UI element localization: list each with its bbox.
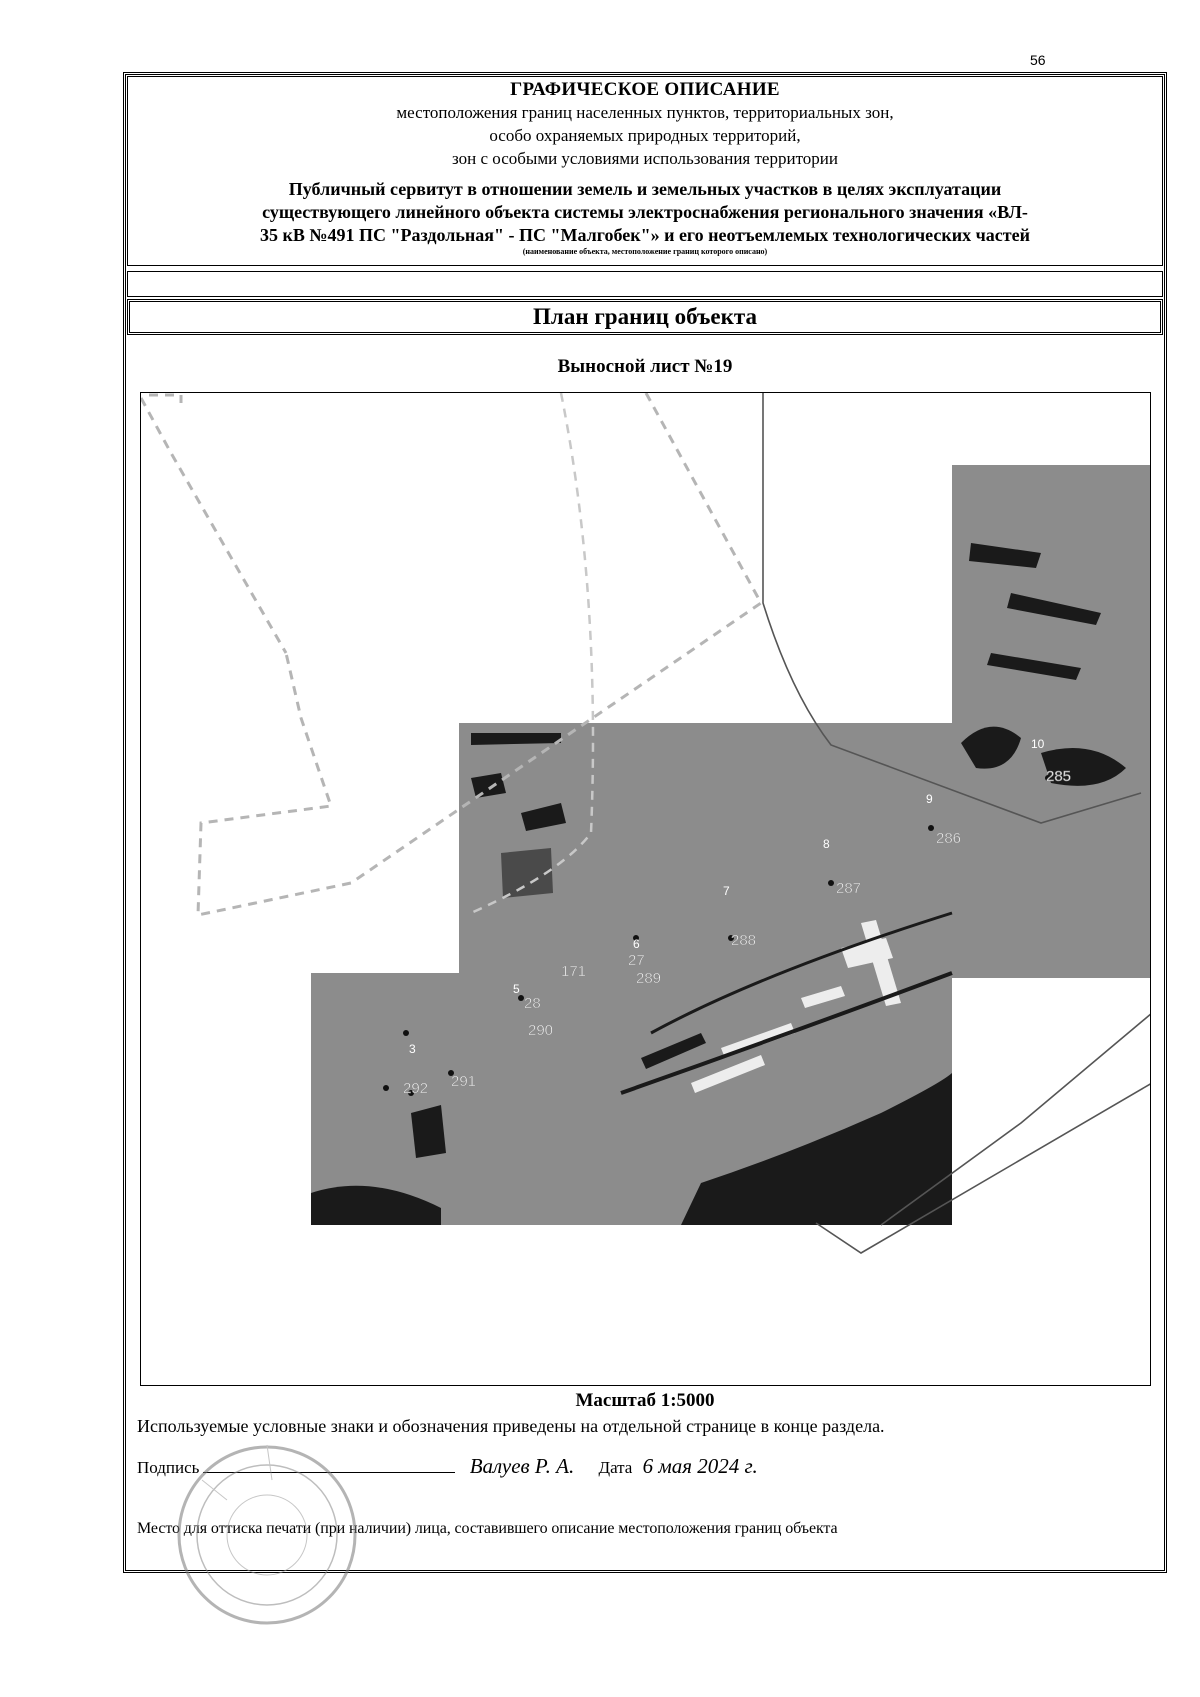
date-value: 6 мая 2024 г. bbox=[642, 1454, 758, 1478]
header-block bbox=[127, 76, 1163, 266]
subtitle-line-3: зон с особыми условиями использования территории bbox=[452, 149, 838, 168]
point-num-286: 9 bbox=[926, 792, 933, 806]
point-label-286: 286 bbox=[936, 830, 962, 847]
sheet-title: Выносной лист №19 bbox=[557, 356, 733, 377]
point-num-28: 5 bbox=[513, 982, 520, 996]
point-label-285: 285 bbox=[1046, 768, 1072, 785]
point-label-290: 290 bbox=[528, 1022, 554, 1039]
page-number: 56 bbox=[1030, 52, 1046, 68]
signature-line bbox=[203, 1456, 455, 1473]
map-frame bbox=[140, 392, 1151, 1386]
scale-label: Масштаб 1:5000 bbox=[575, 1390, 715, 1411]
point-num-288: 7 bbox=[723, 884, 730, 898]
point-num-285: 10 bbox=[1031, 737, 1045, 751]
map-canvas bbox=[141, 393, 1151, 1386]
point-label-288: 288 bbox=[731, 932, 757, 949]
feature-label: 171 bbox=[561, 963, 587, 980]
seal-note: Место для оттиска печати (при наличии) лица, составившего описание местоположения границ объекта bbox=[137, 1520, 838, 1537]
object-line-2: существующего линейного объекта системы электроснабжения регионального значения «ВЛ- bbox=[262, 202, 1028, 222]
object-caption: (наименование объекта, местоположение границ которого описано) bbox=[522, 247, 768, 256]
object-line-3: 35 кВ №491 ПС "Раздольная" - ПС "Малгобек"» и его неотъемлемых технологических частей bbox=[260, 225, 1030, 245]
point-num-287: 8 bbox=[823, 837, 830, 851]
point-num-292: 3 bbox=[409, 1042, 416, 1056]
object-line-1: Публичный сервитут в отношении земель и земельных участков в целях эксплуатации bbox=[288, 179, 1002, 199]
subtitle-line-1: местоположения границ населенных пунктов, территориальных зон, bbox=[396, 103, 894, 122]
signature-row bbox=[137, 1454, 1037, 1479]
date-label: Дата bbox=[598, 1458, 633, 1477]
point-label-292: 292 bbox=[403, 1080, 429, 1097]
legend-note: Используемые условные знаки и обозначения приведены на отдельной странице в конце раздела. bbox=[137, 1416, 885, 1436]
object-description bbox=[128, 178, 1162, 247]
point-num-289: 6 bbox=[633, 937, 640, 951]
signature-label: Подпись bbox=[137, 1458, 200, 1477]
document-title: ГРАФИЧЕСКОЕ ОПИСАНИЕ bbox=[510, 79, 780, 100]
point-label-27: 27 bbox=[628, 952, 645, 969]
point-label-289: 289 bbox=[636, 970, 662, 987]
point-label-28: 28 bbox=[524, 995, 541, 1012]
subtitle-line-2: особо охраняемых природных территорий, bbox=[489, 126, 801, 145]
signer-name: Валуев Р. А. bbox=[469, 1454, 575, 1478]
point-label-291: 291 bbox=[451, 1073, 477, 1090]
empty-row bbox=[127, 271, 1163, 297]
plan-title: План границ объекта bbox=[127, 299, 1163, 335]
point-label-287: 287 bbox=[836, 880, 862, 897]
